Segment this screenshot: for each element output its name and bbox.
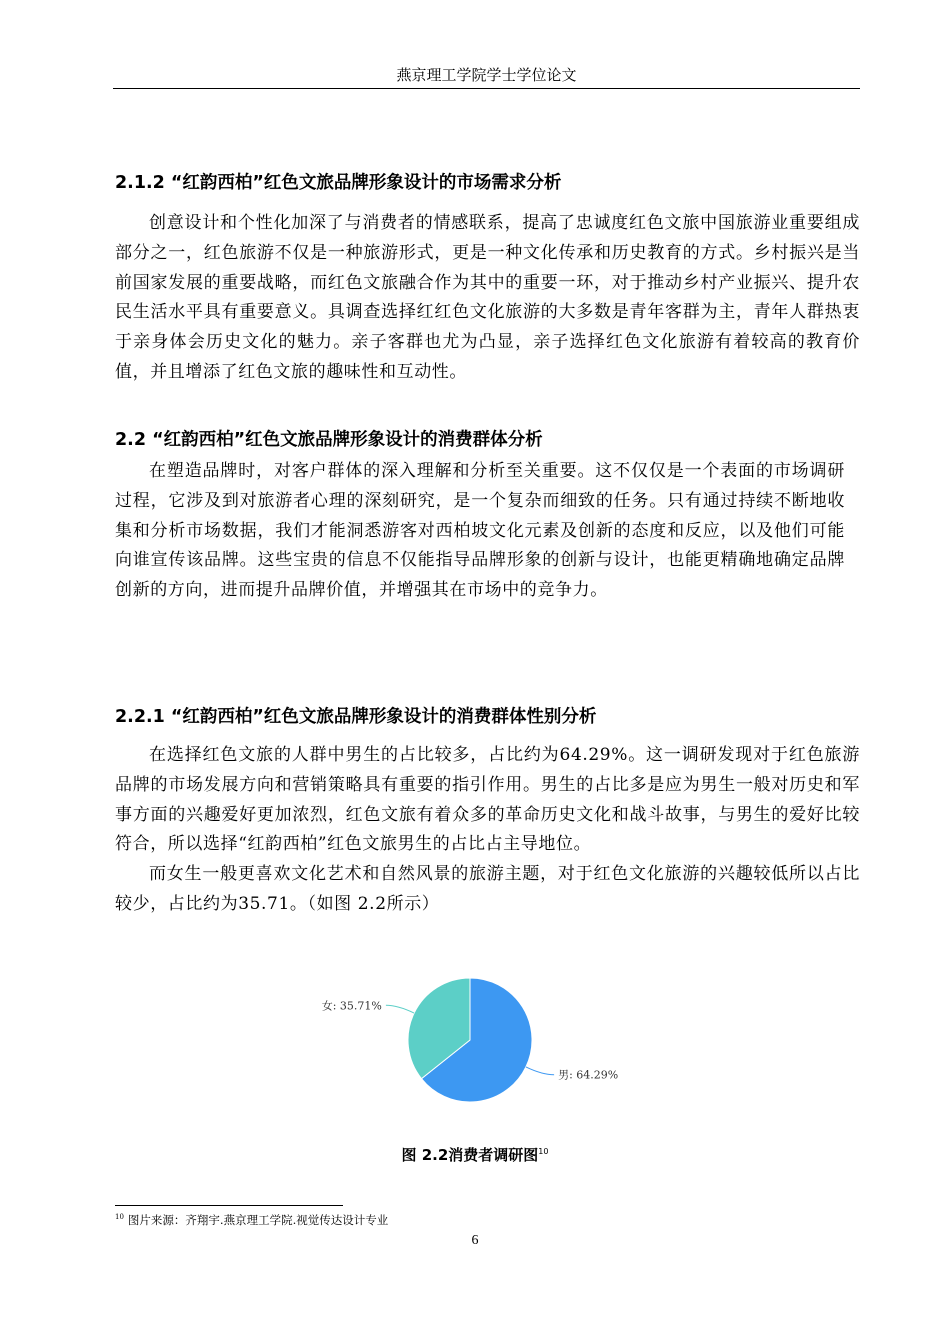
paragraph-gender-male: 在选择红色文旅的人群中男生的占比较多，占比约为64.29%。这一调研发现对于红色旅游品牌的市场发展方向和营销策略具有重要的指引作用。男生的占比多是应为男生一般对历史和军事方面的兴趣爱好更加浓烈，红色文旅有着众多的革命历史文化和战斗故事，与男生的爱好比较符合，所以选择“红韵西柏”红色文旅男生的占比占主导地位。 bbox=[115, 745, 860, 855]
section-heading-2-2-1: 2.2.1 “红韵西柏”红色文旅品牌形象设计的消费群体性别分析 bbox=[115, 707, 597, 727]
figure-footnote-ref: 10 bbox=[538, 1147, 549, 1156]
footnote bbox=[115, 1212, 388, 1228]
paragraph-gender-female: 而女生一般更喜欢文化艺术和自然风景的旅游主题，对于红色文化旅游的兴趣较低所以占比较少，占比约为35.71。（如图 2.2所示） bbox=[115, 864, 860, 914]
footnote-text: 图片来源：齐翔宇.燕京理工学院.视觉传达设计专业 bbox=[127, 1213, 389, 1227]
figure-caption bbox=[0, 1144, 950, 1165]
pie-leader-line-0 bbox=[526, 1067, 554, 1075]
paragraph-consumer-group: 在塑造品牌时，对客户群体的深入理解和分析至关重要。这不仅仅是一个表面的市场调研过程，它涉及到对旅游者心理的深刻研究，是一个复杂而细致的任务。只有通过持续不断地收集和分析市场数据，我们才能洞悉游客对西柏坡文化元素及创新的态度和反应，以及他们可能向谁宣传该品牌。这些宝贵的信息不仅能指导品牌形象的创新与设计，也能更精确地确定品牌创新的方向，进而提升品牌价值，并增强其在市场中的竞争力。 bbox=[115, 461, 845, 601]
page-number: 6 bbox=[471, 1233, 479, 1248]
footnote-rule bbox=[115, 1205, 343, 1206]
pie-leader-line-1 bbox=[386, 1005, 414, 1013]
section-heading-2-2: 2.2 “红韵西柏”红色文旅品牌形象设计的消费群体分析 bbox=[115, 430, 543, 450]
footnote-mark: 10 bbox=[115, 1213, 124, 1222]
pie-slice-label-0: 男: 64.29% bbox=[558, 1068, 619, 1082]
figure-caption-text: 图 2.2消费者调研图 bbox=[401, 1146, 539, 1164]
paragraph-market-demand: 创意设计和个性化加深了与消费者的情感联系，提高了忠诚度红色文旅中国旅游业重要组成部分之一，红色旅游不仅是一种旅游形式，更是一种文化传承和历史教育的方式。乡村振兴是当前国家发展的重要战略，而红色文旅融合作为其中的重要一环，对于推动乡村产业振兴、提升农民生活水平具有重要意义。具调查选择红红色文化旅游的大多数是青年客群为主，青年人群热衷于亲身体会历史文化的魅力。亲子客群也尤为凸显，亲子选择红色文化旅游有着较高的教育价值，并且增添了红色文旅的趣味性和互动性。 bbox=[115, 213, 860, 382]
section-heading-2-1-2: 2.1.2 “红韵西柏”红色文旅品牌形象设计的市场需求分析 bbox=[115, 173, 562, 193]
running-header: 燕京理工学院学士学位论文 bbox=[113, 62, 860, 89]
pie-slice-label-1: 女: 35.71% bbox=[321, 999, 382, 1013]
gender-pie-chart bbox=[290, 960, 660, 1130]
